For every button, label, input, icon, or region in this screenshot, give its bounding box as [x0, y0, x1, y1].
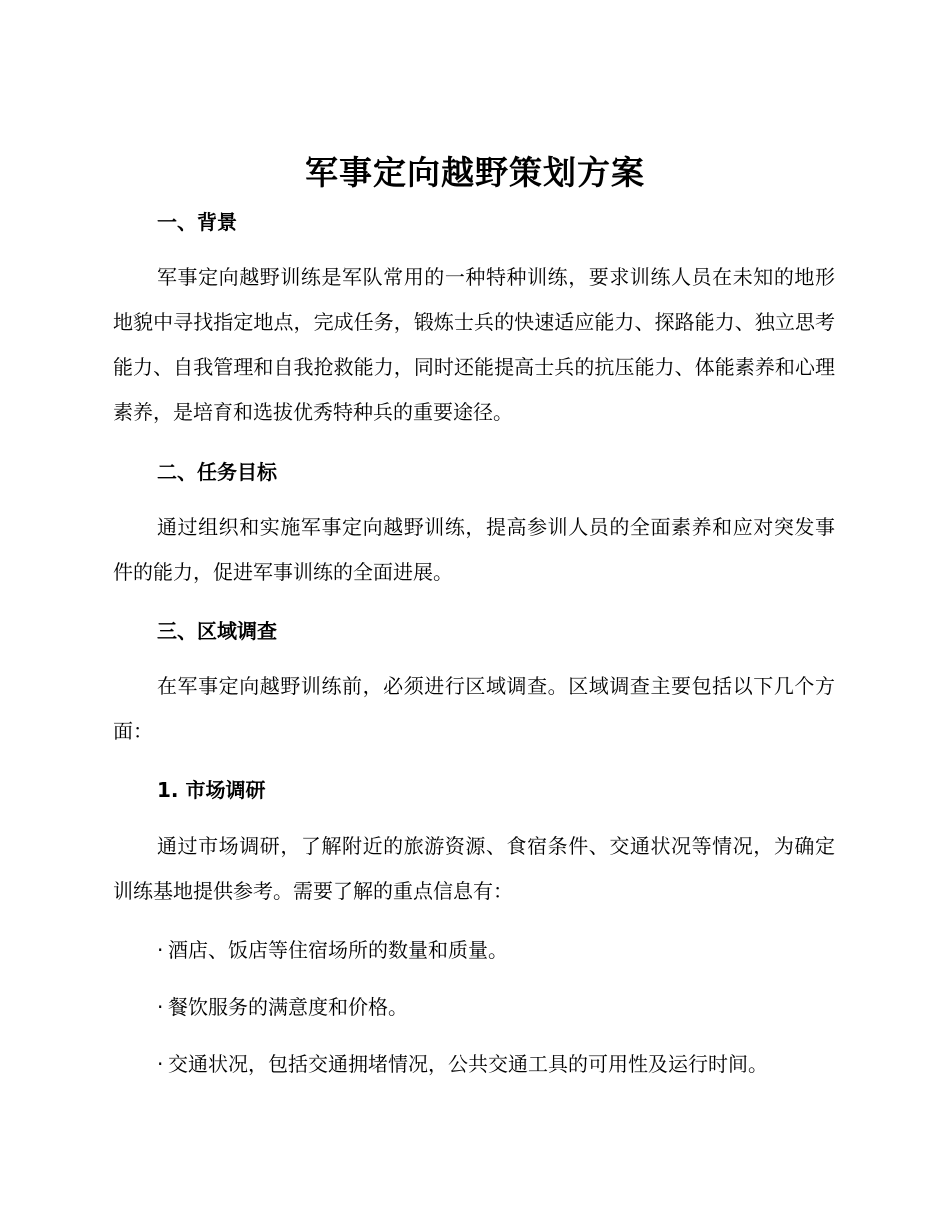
section-heading-objectives: 二、任务目标 [157, 460, 277, 484]
subsection-paragraph-market-research: 通过市场调研，了解附近的旅游资源、食宿条件、交通状况等情况，为确定训练基地提供参考。需要了解的重点信息有： [113, 834, 835, 903]
list-item-text: 交通状况，包括交通拥堵情况，公共交通工具的可用性及运行时间。 [168, 1052, 768, 1076]
list-item-text: 酒店、饭店等住宿场所的数量和质量。 [168, 938, 508, 962]
list-item-text: 餐饮服务的满意度和价格。 [168, 995, 408, 1019]
section-heading-area-survey: 三、区域调查 [157, 619, 277, 643]
bullet-marker: · [157, 1052, 164, 1076]
list-item [157, 992, 847, 1022]
bullet-marker: · [157, 995, 164, 1019]
list-item [157, 1049, 847, 1079]
page-title: 军事定向越野策划方案 [305, 153, 645, 192]
list-item [157, 935, 847, 965]
subsection-heading-market-research: 1. 市场调研 [157, 778, 266, 802]
section-heading-background: 一、背景 [157, 210, 237, 234]
section-paragraph-objectives: 通过组织和实施军事定向越野训练，提高参训人员的全面素养和应对突发事件的能力，促进军事训练的全面进展。 [113, 515, 835, 584]
section-paragraph-background: 军事定向越野训练是军队常用的一种特种训练，要求训练人员在未知的地形地貌中寻找指定地点，完成任务，锻炼士兵的快速适应能力、探路能力、独立思考能力、自我管理和自我抢救能力，同时还能提高士兵的抗压能力、体能素养和心理素养，是培育和选拔优秀特种兵的重要途径。 [113, 265, 835, 424]
bullet-marker: · [157, 938, 164, 962]
section-paragraph-area-survey: 在军事定向越野训练前，必须进行区域调查。区域调查主要包括以下几个方面： [113, 674, 835, 743]
